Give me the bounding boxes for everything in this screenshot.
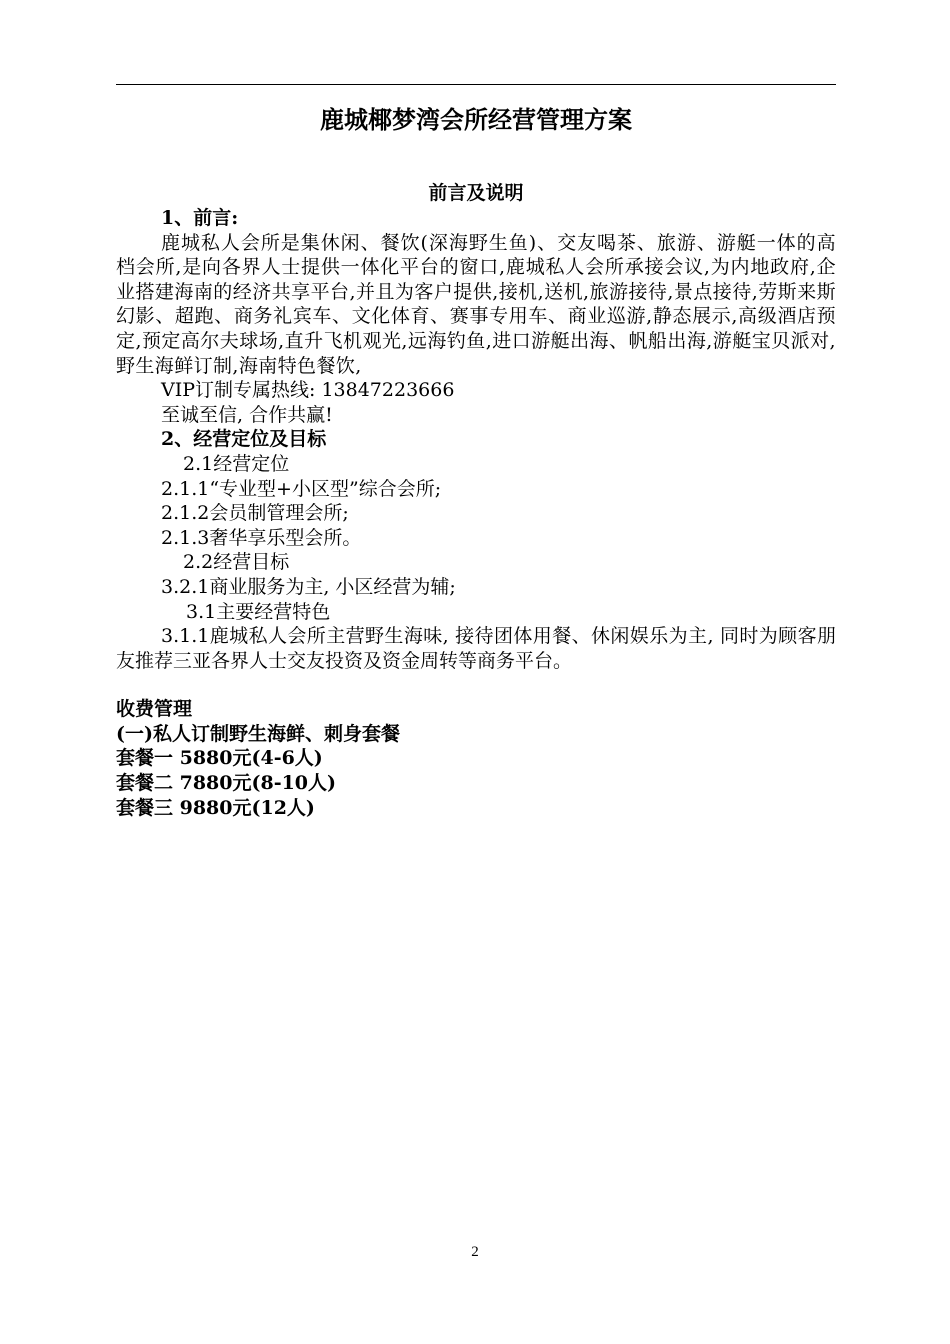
positioning-item: 3.2.1商业服务为主, 小区经营为辅; — [161, 575, 456, 598]
package-item: 套餐三 9880元(12人) — [116, 796, 315, 819]
positioning-heading: 2、经营定位及目标 — [161, 428, 327, 451]
feature-paragraph: 3.1.1鹿城私人会所主营野生海味, 接待团体用餐、休闲娱乐为主, 同时为顾客朋友推荐三亚各界人士交友投资及资金周转等商务平台。 — [116, 625, 836, 672]
positioning-item: 2.1经营定位 — [183, 452, 290, 475]
document-body — [116, 180, 836, 820]
intro-paragraph: 鹿城私人会所是集休闲、餐饮(深海野生鱼)、交友喝茶、旅游、游艇一体的高档会所,是向各界人士提供一体化平台的窗口,鹿城私人会所承接会议,为内地政府,企业搭建海南的经济共享平台,并且为客户提供,接机,送机,旅游接待,景点接待,劳斯来斯幻影、超跑、商务礼宾车、文化体育、赛事专用车、商业巡游,静态展示,高级酒店预定,预定高尔夫球场,直升飞机观光,远海钓鱼,进口游艇出海、帆船出海,游艇宝贝派对,野生海鲜订制,海南特色餐饮, — [116, 231, 836, 377]
fees-heading: 收费管理 — [116, 698, 193, 721]
fees-subheading: (一)私人订制野生海鲜、刺身套餐 — [116, 722, 400, 745]
package-item: 套餐二 7880元(8-10人) — [116, 772, 337, 795]
intro-heading: 1、前言: — [161, 207, 239, 229]
positioning-item: 2.1.3奢华享乐型会所。 — [161, 526, 362, 549]
positioning-item: 3.1主要经营特色 — [186, 600, 331, 623]
motto: 至诚至信, 合作共赢! — [161, 403, 333, 426]
page-number: 2 — [471, 1244, 479, 1260]
positioning-item: 2.2经营目标 — [183, 551, 290, 574]
positioning-item: 2.1.1“专业型+小区型”综合会所; — [161, 477, 442, 500]
spacer — [116, 673, 836, 697]
document-title: 鹿城椰梦湾会所经营管理方案 — [320, 106, 632, 134]
section-title: 前言及说明 — [428, 182, 524, 204]
vip-hotline: VIP订制专属热线: 13847223666 — [161, 379, 455, 402]
package-item: 套餐一 5880元(4-6人) — [116, 747, 323, 770]
header-rule — [116, 84, 836, 85]
positioning-item: 2.1.2会员制管理会所; — [161, 502, 349, 525]
